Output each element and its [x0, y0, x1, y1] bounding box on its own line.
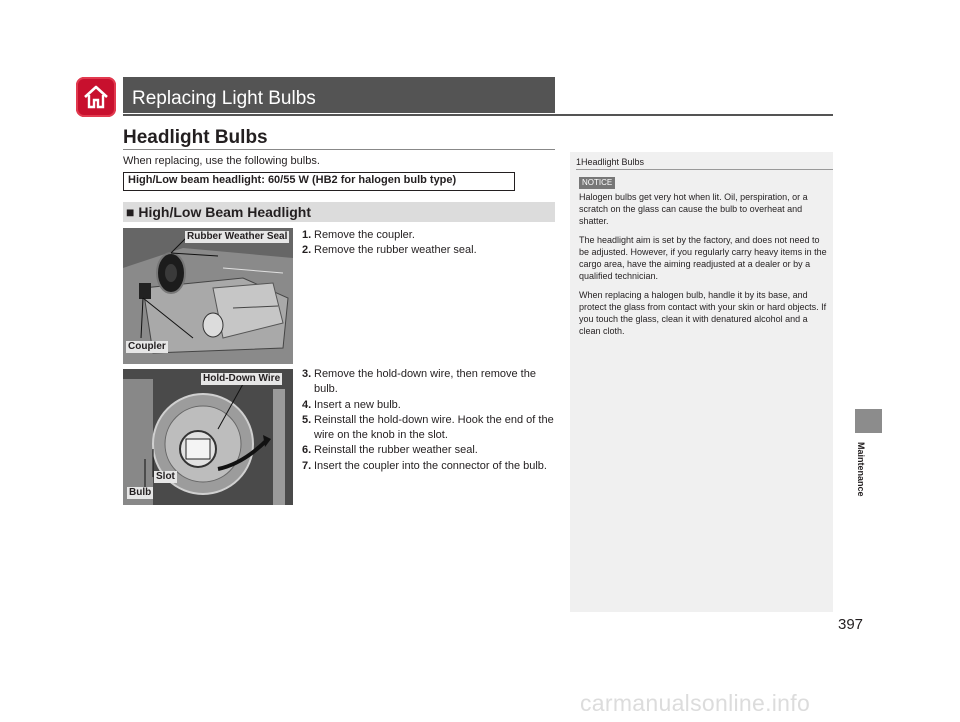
- label-coupler: Coupler: [128, 341, 166, 352]
- step-number: 4.: [302, 398, 312, 411]
- watermark: carmanualsonline.info: [580, 690, 811, 716]
- label-hold-down-wire: Hold-Down Wire: [203, 373, 281, 384]
- step-text: Remove the coupler.: [314, 229, 415, 241]
- page-title: Replacing Light Bulbs: [132, 88, 316, 109]
- section-title: Headlight Bulbs: [123, 127, 268, 148]
- step-number: 5.: [302, 413, 312, 426]
- title-rule: [123, 114, 833, 116]
- step-item: [302, 243, 554, 258]
- step-text: Insert a new bulb.: [314, 398, 401, 411]
- steps-group-1: [302, 228, 554, 259]
- step-item: [302, 398, 554, 413]
- step-text: Remove the hold-down wire, then remove the bulb.: [314, 368, 536, 396]
- step-text: Reinstall the hold-down wire. Hook the end of the wire on the knob in the slot.: [314, 413, 554, 442]
- step-text: Reinstall the rubber weather seal.: [314, 444, 478, 457]
- figure-bulb-wire: [123, 369, 293, 505]
- subsection-title: ■ High/Low Beam Headlight: [126, 204, 312, 220]
- step-item: [302, 367, 554, 398]
- page-number: 397: [838, 616, 864, 633]
- label-slot: Slot: [156, 471, 175, 482]
- side-note-paragraph: When replacing a halogen bulb, handle it by its base, and protect the glass from contact with your skin or hard objects. If you touch the glass, clean it with denatured alcohol and a clean cloth.: [579, 290, 827, 336]
- bulb-illustration: [123, 369, 293, 505]
- chapter-tab-label[interactable]: Maintenance: [856, 442, 866, 497]
- step-number: 3.: [302, 368, 312, 380]
- side-note-body: [579, 191, 827, 344]
- spec-text: High/Low beam headlight: 60/55 W (HB2 for halogen bulb type): [128, 174, 457, 186]
- step-number: 1.: [302, 229, 312, 241]
- step-item: [302, 459, 554, 474]
- label-bulb: Bulb: [129, 487, 152, 498]
- side-note-rule: [576, 169, 833, 170]
- home-button[interactable]: [76, 77, 116, 117]
- side-note-paragraph: The headlight aim is set by the factory, and does not need to be adjusted. However, if you regularly carry heavy items in the cargo area, have the aiming readjusted at a dealer or by a qualified technician.: [579, 235, 827, 281]
- step-number: 2.: [302, 244, 312, 257]
- label-rubber-weather-seal: Rubber Weather Seal: [187, 231, 288, 242]
- intro-text: When replacing, use the following bulbs.: [123, 155, 320, 167]
- step-text: Remove the rubber weather seal.: [314, 244, 477, 257]
- step-number: 6.: [302, 444, 312, 457]
- side-note-heading: 1Headlight Bulbs: [576, 157, 645, 167]
- step-item: [302, 443, 554, 458]
- steps-group-2: [302, 367, 554, 474]
- step-item: [302, 228, 554, 243]
- step-number: 7.: [302, 459, 312, 472]
- step-item: [302, 413, 554, 444]
- side-note-paragraph: Halogen bulbs get very hot when lit. Oil, perspiration, or a scratch on the glass can cause the bulb to overheat and shatter.: [579, 192, 808, 226]
- section-rule: [123, 149, 555, 150]
- notice-badge: NOTICE: [579, 177, 615, 189]
- figure-coupler-seal: [123, 228, 293, 364]
- step-text: Insert the coupler into the connector of the bulb.: [314, 459, 547, 472]
- chapter-tab-marker: [855, 409, 882, 433]
- home-icon: [82, 83, 110, 111]
